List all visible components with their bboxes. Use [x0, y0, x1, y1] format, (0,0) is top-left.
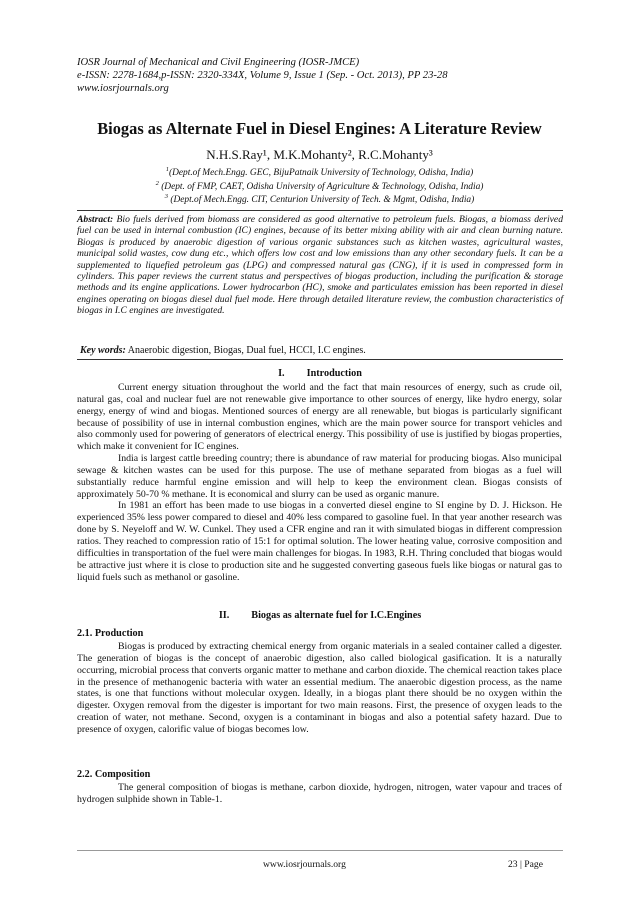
abstract-top-rule — [77, 210, 563, 211]
affiliation-1 — [77, 166, 562, 178]
journal-site: www.iosrjournals.org — [77, 82, 169, 94]
abstract — [77, 214, 563, 317]
footer-rule — [77, 850, 563, 851]
section-1-number: I. — [278, 368, 285, 379]
affiliation-1-marker: 1 — [165, 166, 169, 173]
subsection-2-2-body — [77, 782, 562, 806]
abstract-text: Bio fuels derived from biomass are considered as good alternative to petroleum fuels. Biogas, a biomass derived fuel can be used in internal combustion (IC) engines, because of its better mixing ability with air and clean burning nature. Biogas is produced by anaerobic digestion of various organic substances such as kitchen wastes, agricultural wastes, municipal solid wastes, cow dung etc., which offers low cost and low emissions than any other secondary fuels. It can be a supplemented to liquefied petroleum gas (LPG) and compressed natural gas (CNG), if it is used in compressed form in cylinders. This paper reviews the current status and perspectives of biogas production, including the purification & storage methods and its engine applications. Lower hydrocarbon (HC), smoke and particulates emission has been reported in diesel engines operating on biogas diesel dual fuel mode. Here through detailed literature review, the combustion characteristics of biogas in I.C engines are investigated. — [77, 214, 563, 317]
journal-name: IOSR Journal of Mechanical and Civil Engineering (IOSR-JMCE) — [77, 57, 360, 68]
keywords-label: Key words: — [80, 345, 126, 356]
affiliation-1-text: (Dept.of Mech.Engg. GEC, BijuPatnaik University of Technology, Odisha, India) — [168, 168, 474, 178]
section-1-paragraph-1: Current energy situation throughout the world and the fact that main resources of energy, such as crude oil, natural gas, coal and nuclear fuel are not renewable give importance to other sources of energy, like hydro energy, solar energy, energy of wind and biogas. Mentioned sources of energy are all renewable, but biogas is particularly significant because of possibility of use in internal combustion engines, which are the main power source for transport vehicles and also commonly used for powering of generators of electrical energy. This possibility of use is justified by biogas properties, which make it convenient for IC engines. — [77, 382, 562, 453]
journal-issn: e-ISSN: 2278-1684,p-ISSN: 2320-334X, Volume 9, Issue 1 (Sep. - Oct. 2013), PP 23-28 — [77, 69, 448, 81]
section-1-title: Introduction — [306, 368, 362, 379]
footer-url: www.iosrjournals.org — [263, 859, 346, 870]
section-2-title: Biogas as alternate fuel for I.C.Engines — [251, 610, 422, 621]
affiliation-3-text: (Dept.of Mech.Engg. CIT, Centurion University of Tech. & Mgmt, Odisha, India) — [168, 195, 475, 205]
keywords-text: Anaerobic digestion, Biogas, Dual fuel, HCCI, I.C engines. — [125, 345, 366, 356]
subsection-2-2-paragraph: The general composition of biogas is methane, carbon dioxide, hydrogen, nitrogen, water vapour and traces of hydrogen sulphide shown in Table-1. — [77, 782, 562, 805]
abstract-bottom-rule — [77, 359, 563, 360]
affiliation-2-marker: 2 — [155, 180, 159, 187]
footer-page-number: 23 | Page — [508, 859, 543, 870]
section-1-paragraph-3: In 1981 an effort has been made to use biogas in a converted diesel engine to SI engine by D. J. Hickson. He experienced 35% less power compared to diesel and 40% less compared to gasoline fuel. In that year another research was done by S. Neyeloff and W. W. Cunkel. They used a CFR engine and ran it with simulated biogas in different compression ratios. They reached to compression ratio of 15:1 for optimal solution. The lower heating value, corrosive composition and difficulties in transportation of the fuel were main challenges for biogas. In 1983, R.H. Thring concluded that biogas would be attractive just where it is close to production site and he suggested converting gaseous fuels like biogas or natural gas to liquid fuels such as methanol or gasoline. — [77, 500, 562, 583]
affiliation-3-marker: 3 — [164, 193, 169, 200]
section-1-heading — [77, 368, 563, 379]
keywords — [80, 345, 566, 356]
paper-title: Biogas as Alternate Fuel in Diesel Engines: A Literature Review — [97, 119, 542, 138]
abstract-label: Abstract: — [77, 214, 114, 225]
subsection-2-2-heading: 2.2. Composition — [77, 769, 151, 780]
subsection-2-1-body — [77, 641, 562, 736]
journal-header — [77, 57, 577, 95]
section-2-heading — [77, 610, 563, 621]
subsection-2-1-paragraph: Biogas is produced by extracting chemical energy from organic materials in a sealed container called a digester. The generation of biogas is the concept of anaerobic digestion, also called biological gasification. It is a naturally occurring, microbial process that converts organic matter to methane and carbon dioxide. The chemical reaction takes place in the presence of methanogenic bacteria with water an essential medium. The anaerobic digestion process, as the name states, is one that functions without molecular oxygen. Ideally, in a biogas plant there should be no oxygen within the digester. Oxygen removal from the digester is important for two main reasons. First, the presence of oxygen leads to the creation of water, not methane. Second, oxygen is a contaminant in biogas and also a potential safety hazard. Due to presence of oxygen, calorific value of biogas becomes low. — [77, 641, 562, 735]
affiliation-2 — [77, 180, 562, 192]
paper-authors: N.H.S.Ray¹, M.K.Mohanty², R.C.Mohanty³ — [206, 147, 433, 162]
affiliation-3 — [77, 193, 562, 205]
section-1-body — [77, 382, 562, 583]
section-2-number: II. — [218, 610, 230, 621]
section-1-paragraph-2: India is largest cattle breeding country; there is abundance of raw material for producing biogas. Also municipal sewage & kitchen wastes can be used for this purpose. The use of methane separated from biogas as a fuel will substantially reduce harmful engine emission and will help to keep the environment clean. Biogas consists of approximately 50-70 % methane. It is economical and slurry can be used as organic manure. — [77, 453, 562, 500]
subsection-2-1-heading: 2.1. Production — [77, 628, 144, 639]
affiliation-2-text: (Dept. of FMP, CAET, Odisha University of Agriculture & Technology, Odisha, India) — [158, 182, 484, 192]
